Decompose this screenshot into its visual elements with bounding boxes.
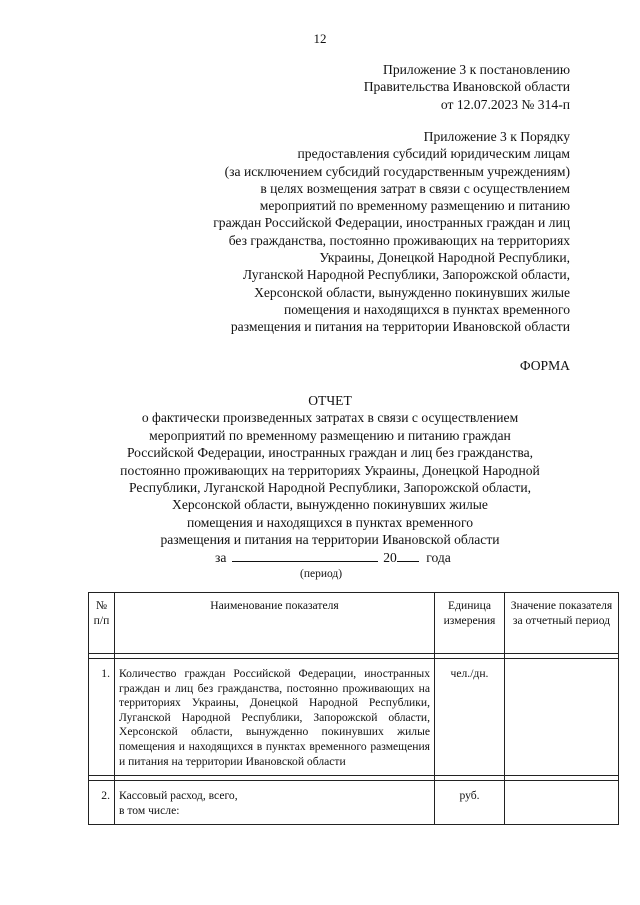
appendix-procedure-line: Украины, Донецкой Народной Республики,: [319, 250, 570, 266]
appendix-procedure-header: [213, 128, 570, 336]
row-value-cell[interactable]: [505, 781, 619, 825]
row-number: 2.: [89, 781, 115, 825]
appendix-resolution-line: Приложение 3 к постановлению: [383, 62, 570, 77]
appendix-procedure-line: в целях возмещения затрат в связи с осуществлением: [260, 180, 570, 196]
appendix-procedure-line: граждан Российской Федерации, иностранных граждан и лиц: [213, 215, 570, 231]
row-number: 1.: [89, 659, 115, 776]
period-suffix: года: [426, 550, 451, 565]
period-prefix: за: [215, 550, 227, 565]
header-value: Значение показателя за отчетный период: [505, 593, 619, 654]
row-indicator-name-line: в том числе:: [119, 803, 180, 817]
row-unit: чел./дн.: [435, 659, 505, 776]
appendix-procedure-line: размещения и питания на территории Ивановской области: [230, 319, 570, 335]
appendix-procedure-line: предоставления субсидий юридическим лицам: [297, 146, 570, 162]
table-header-row: [89, 593, 619, 654]
report-subtitle-line: размещения и питания на территории Ивановской области: [160, 532, 500, 548]
period-blank-field[interactable]: [232, 549, 378, 562]
appendix-procedure-line: Приложение 3 к Порядку: [423, 129, 570, 144]
row-indicator-name-line: Кассовый расход, всего,: [119, 789, 238, 803]
appendix-procedure-line: (за исключением субсидий государственным учреждениям): [224, 163, 570, 179]
report-subtitle-line: Российской Федерации, иностранных граждан и лиц без гражданства,: [126, 445, 534, 461]
page-number: 12: [313, 31, 327, 46]
appendix-procedure-line: Херсонской области, вынужденно покинувших жилые: [254, 284, 570, 300]
period-year-prefix: 20: [383, 550, 397, 565]
appendix-procedure-line: без гражданства, постоянно проживающих на территориях: [228, 232, 570, 248]
year-blank-field[interactable]: [397, 549, 419, 562]
row-indicator-name: Количество граждан Российской Федерации, иностранных граждан и лиц без гражданства, постоянно проживающих на территориях Украины, Донецкой Народной Республики, Луганской Народной Республики, Запорожской области, Херсонской области, вынужденно покинувших жилые помещения и находящихся в пунктах временного размещения и питания на территории Ивановской области: [115, 659, 435, 776]
appendix-procedure-line: помещения и находящихся в пунктах временного: [283, 301, 570, 317]
report-subtitle-line: Республики, Луганской Народной Республики, Запорожской области,: [128, 480, 532, 496]
table-row: [89, 781, 619, 825]
appendix-resolution-line: от 12.07.2023 № 314-п: [440, 96, 570, 112]
report-subtitle-line: о фактически произведенных затратах в связи с осуществлением: [141, 410, 519, 426]
table-row: [89, 659, 619, 776]
report-subtitle-line: помещения и находящихся в пунктах временного: [186, 514, 473, 530]
row-indicator-name: [115, 781, 435, 825]
appendix-resolution-line: Правительства Ивановской области: [363, 79, 570, 95]
period-line: [215, 549, 451, 566]
report-subtitle-line: Херсонской области, вынужденно покинувших жилые: [172, 497, 488, 513]
report-title: ОТЧЕТ: [308, 393, 352, 408]
report-title-block: [0, 392, 640, 549]
header-num: № п/п: [89, 593, 115, 654]
appendix-resolution-header: [364, 61, 570, 113]
report-subtitle-line: мероприятий по временному размещению и питанию граждан: [149, 427, 511, 443]
report-subtitle-line: постоянно проживающих на территориях Украины, Донецкой Народной: [120, 462, 540, 478]
appendix-procedure-line: мероприятий по временному размещению и питанию: [259, 198, 570, 214]
header-name: Наименование показателя: [115, 593, 435, 654]
header-unit: Единица измерения: [435, 593, 505, 654]
form-label: ФОРМА: [519, 358, 570, 373]
row-unit: руб.: [435, 781, 505, 825]
row-value-cell[interactable]: [505, 659, 619, 776]
appendix-procedure-line: Луганской Народной Республики, Запорожской области,: [242, 267, 570, 283]
period-caption: (период): [300, 568, 343, 580]
report-table: [88, 592, 619, 825]
